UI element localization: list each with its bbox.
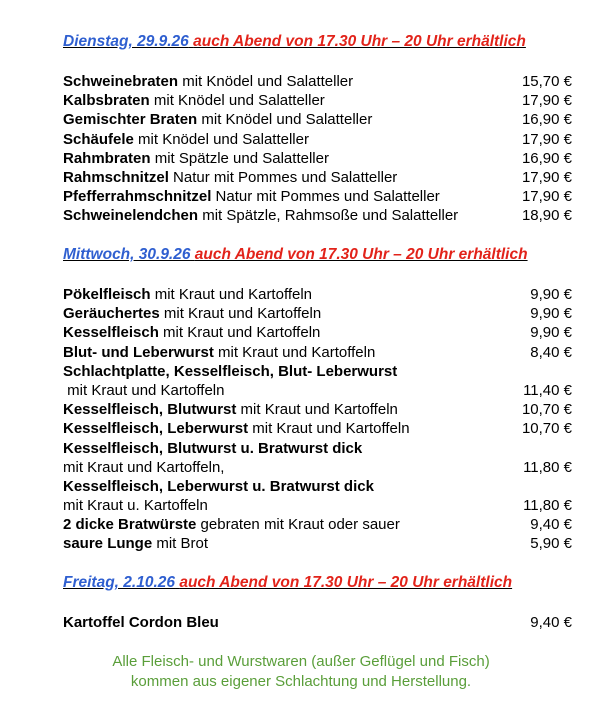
dish-price: 9,40 €	[530, 614, 572, 631]
availability-note: auch Abend von 17.30 Uhr – 20 Uhr erhältlich	[194, 246, 528, 263]
availability-note: auch Abend von 17.30 Uhr – 20 Uhr erhältlich	[193, 33, 526, 50]
dish-name: Kesselfleisch, Leberwurst	[63, 420, 249, 438]
day-date: Mittwoch, 30.9.26	[63, 246, 191, 263]
dish-price: 10,70 €	[521, 401, 572, 419]
dish-side: Natur mit Pommes und Salatteller	[168, 168, 398, 186]
origin-note-line-1: Alle Fleisch- und Wurstwaren (außer Geflügel und Fisch)	[112, 653, 490, 670]
menu-item	[63, 400, 572, 419]
menu-item	[63, 91, 572, 110]
menu-item	[63, 72, 572, 91]
dish-name: Pökelfleisch	[63, 286, 151, 303]
availability-note: auch Abend von 17.30 Uhr – 20 Uhr erhältlich	[179, 574, 513, 591]
dish-price: 5,90 €	[530, 535, 572, 553]
dish-name: Gemischter Braten	[63, 111, 198, 129]
dish-price: 15,70 €	[521, 73, 572, 90]
day-heading-friday	[63, 574, 512, 592]
dish-name: Kesselfleisch, Leberwurst u. Bratwurst dick	[63, 477, 374, 495]
dish-price: 16,90 €	[521, 111, 572, 129]
dish-price: 9,90 €	[530, 324, 572, 342]
dish-side: mit Kraut und Kartoffeln	[248, 420, 410, 438]
menu-item	[63, 613, 572, 632]
dish-price: 17,90 €	[521, 130, 572, 148]
dish-side: mit Kraut und Kartoffeln	[63, 381, 225, 399]
menu-item	[63, 362, 572, 381]
dish-name: Rahmschnitzel	[63, 168, 169, 186]
dish-side: mit Kraut und Kartoffeln	[158, 324, 321, 342]
dish-name: Kartoffel Cordon Bleu	[63, 614, 219, 631]
dish-name: Kesselfleisch	[63, 324, 159, 342]
dish-name: Schweinelendchen	[63, 207, 199, 225]
menu-list-friday	[63, 613, 572, 632]
dish-side: mit Kraut und Kartoffeln	[213, 343, 376, 361]
dish-side: mit Knödel und Salatteller	[133, 130, 309, 148]
dish-price: 17,90 €	[521, 168, 572, 186]
menu-list-tuesday	[63, 72, 572, 226]
dish-name: Rahmbraten	[63, 149, 151, 167]
menu-item	[63, 534, 572, 553]
menu-item	[63, 477, 572, 496]
menu-item	[63, 304, 572, 323]
dish-name: Schweinebraten	[63, 73, 179, 90]
dish-name: Kesselfleisch, Blutwurst	[63, 401, 237, 419]
day-heading-wednesday	[63, 246, 528, 264]
dish-price: 11,80 €	[523, 458, 572, 476]
dish-price: 17,90 €	[521, 188, 572, 206]
dish-side: mit Knödel und Salatteller	[197, 111, 373, 129]
dish-side: mit Kraut u. Kartoffeln	[63, 497, 208, 515]
dish-price: 11,80 €	[523, 497, 572, 515]
dish-side: mit Brot	[152, 535, 209, 553]
dish-price: 9,90 €	[530, 305, 572, 323]
menu-item	[63, 285, 572, 304]
dish-name: Pfefferrahmschnitzel	[63, 188, 212, 206]
origin-note-line-2: kommen aus eigener Schlachtung und Herstellung.	[130, 673, 472, 690]
menu-item	[63, 110, 572, 129]
dish-name: 2 dicke Bratwürste	[63, 516, 197, 534]
dish-name: Kalbsbraten	[63, 92, 150, 110]
day-heading-tuesday	[63, 33, 526, 51]
dish-price: 11,40 €	[523, 381, 572, 399]
menu-item	[63, 130, 572, 149]
menu-item	[63, 149, 572, 168]
dish-name: Geräuchertes	[63, 305, 160, 323]
dish-side: mit Kraut und Kartoffeln	[150, 286, 313, 303]
dish-side: mit Knödel und Salatteller	[178, 73, 354, 90]
dish-side: mit Kraut und Kartoffeln,	[63, 458, 225, 476]
menu-item	[63, 458, 572, 477]
menu-item	[63, 323, 572, 342]
dish-name: saure Lunge	[63, 535, 153, 553]
dish-price: 8,40 €	[530, 343, 572, 361]
menu-item	[63, 187, 572, 206]
dish-side: mit Spätzle und Salatteller	[150, 149, 329, 167]
dish-name: Schäufele	[63, 130, 134, 148]
menu-item	[63, 515, 572, 534]
menu-item	[63, 206, 572, 225]
menu-item	[63, 419, 572, 438]
dish-price: 17,90 €	[521, 92, 572, 110]
menu-item	[63, 343, 572, 362]
menu-item	[63, 439, 572, 458]
day-date: Freitag, 2.10.26	[63, 574, 176, 591]
dish-side: gebraten mit Kraut oder sauer	[196, 516, 400, 534]
origin-note	[0, 652, 602, 692]
dish-price: 18,90 €	[521, 207, 572, 225]
dish-side: mit Spätzle, Rahmsoße und Salatteller	[198, 207, 459, 225]
dish-name: Blut- und Leberwurst	[63, 343, 214, 361]
dish-side: mit Knödel und Salatteller	[149, 92, 325, 110]
dish-side: Natur mit Pommes und Salatteller	[211, 188, 440, 206]
menu-list-wednesday	[63, 285, 572, 554]
dish-price: 9,40 €	[530, 516, 572, 534]
dish-side: mit Kraut und Kartoffeln	[159, 305, 322, 323]
dish-price: 10,70 €	[521, 420, 572, 438]
menu-item	[63, 496, 572, 515]
dish-price: 16,90 €	[521, 149, 572, 167]
dish-price: 9,90 €	[530, 286, 572, 303]
menu-item	[63, 381, 572, 400]
menu-item	[63, 168, 572, 187]
dish-side: mit Kraut und Kartoffeln	[236, 401, 398, 419]
day-date: Dienstag, 29.9.26	[63, 33, 189, 50]
dish-name: Kesselfleisch, Blutwurst u. Bratwurst dick	[63, 439, 363, 457]
dish-name: Schlachtplatte, Kesselfleisch, Blut- Leberwurst	[63, 362, 398, 380]
